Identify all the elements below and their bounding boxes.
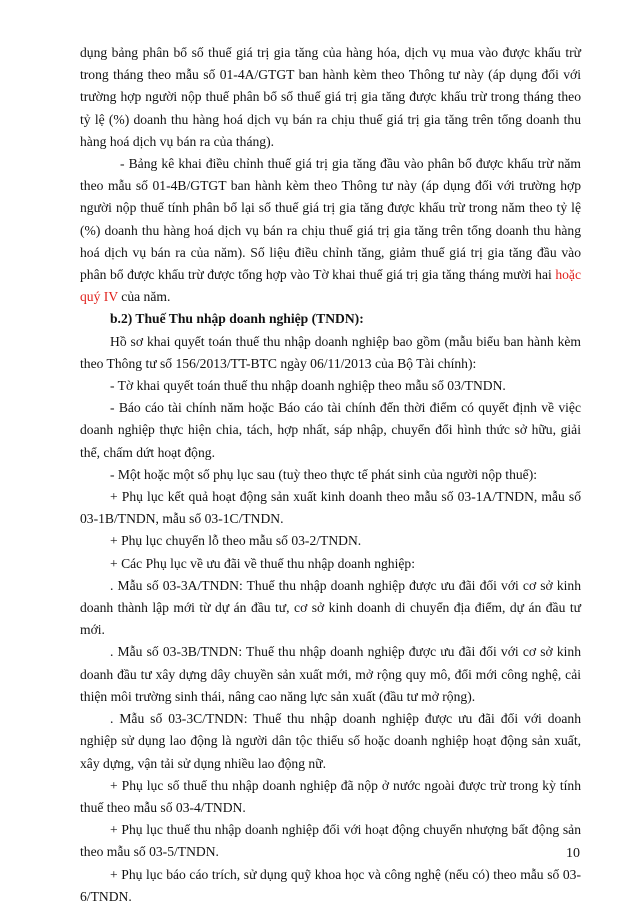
- paragraph-adjustment-text: - Bảng kê khai điều chỉnh thuế giá trị gia tăng đầu vào phân bổ được khấu trừ năm theo mẫu số 01-4B/GTGT ban hành kèm theo Thông tư này (áp dụng đối với trường hợp người nộp thuế tính phân bổ lại số thuế giá trị gia tăng được khấu trừ trong năm theo tỷ lệ (%) doanh thu hàng hoá dịch vụ bán ra chịu thuế giá trị gia tăng trên tổng doanh thu hàng hoá dịch vụ bán ra của năm). Số liệu điều chỉnh tăng, giảm thuế giá trị gia tăng đầu vào phân bổ được khấu trừ được tổng hợp vào Tờ khai thuế giá trị gia tăng tháng mười hai: [80, 156, 581, 283]
- form-item-03-3b: . Mẫu số 03-3B/TNDN: Thuế thu nhập doanh nghiệp được ưu đãi đối với cơ sở kinh doanh đầu tư xây dựng dây chuyền sản xuất mới, mở rộng quy mô, đổi mới công nghệ, cải thiện môi trường sinh thái, nâng cao năng lực sản xuất (đầu tư mở rộng).: [80, 644, 581, 704]
- paragraph-dossier-intro: Hồ sơ khai quyết toán thuế thu nhập doanh nghiệp bao gồm (mẫu biểu ban hành kèm theo Thông tư số 156/2013/TT-BTC ngày 06/11/2013 của Bộ Tài chính):: [80, 333, 581, 371]
- sub-item-foreign-tax: + Phụ lục số thuế thu nhập doanh nghiệp đã nộp ở nước ngoài được trừ trong kỳ tính thuế theo mẫu số 03-4/TNDN.: [80, 777, 581, 815]
- form-item-03-3c: . Mẫu số 03-3C/TNDN: Thuế thu nhập doanh nghiệp được ưu đãi đối với doanh nghiệp sử dụng lao động là người dân tộc thiểu số hoặc doanh nghiệp hoạt động sản xuất, xây dựng, vận tải sử dụng nhiều lao động nữ.: [80, 711, 581, 771]
- highlighted-text: hoặc quý IV: [80, 267, 581, 305]
- list-item-financial-report: - Báo cáo tài chính năm hoặc Báo cáo tài chính đến thời điểm có quyết định về việc doanh nghiệp thực hiện chia, tách, hợp nhất, sáp nhập, chuyển đổi hình thức sở hữu, giải thể, chấm dứt hoạt động.: [80, 400, 581, 460]
- paragraph-adjustment-list: [80, 153, 581, 308]
- form-item-03-3a: . Mẫu số 03-3A/TNDN: Thuế thu nhập doanh nghiệp được ưu đãi đối với cơ sở kinh doanh thành lập mới từ dự án đầu tư, cơ sở kinh doanh di chuyển địa điểm, dự án đầu tư mới.: [80, 577, 581, 638]
- sub-item-business-results: + Phụ lục kết quả hoạt động sản xuất kinh doanh theo mẫu số 03-1A/TNDN, mẫu số 03-1B/TNDN, mẫu số 03-1C/TNDN.: [80, 489, 581, 527]
- paragraph-continuation: dụng bảng phân bổ số thuế giá trị gia tăng của hàng hóa, dịch vụ mua vào được khấu trừ trong tháng theo mẫu số 01-4A/GTGT ban hành kèm theo Thông tư này (áp dụng đối với trường hợp người nộp thuế phân bổ số thuế giá trị gia tăng được khấu trừ trong tháng theo tỷ lệ (%) doanh thu hàng hoá dịch vụ bán ra chịu thuế giá trị gia tăng trên tổng doanh thu hàng hoá dịch vụ bán ra của tháng).: [80, 45, 581, 149]
- sub-item-incentives: + Các Phụ lục về ưu đãi về thuế thu nhập doanh nghiệp:: [110, 555, 415, 571]
- section-heading: b.2) Thuế Thu nhập doanh nghiệp (TNDN):: [110, 311, 364, 327]
- list-item-appendices: - Một hoặc một số phụ lục sau (tuỳ theo thực tế phát sinh của người nộp thuế):: [110, 466, 538, 482]
- sub-item-loss-transfer: + Phụ lục chuyển lỗ theo mẫu số 03-2/TNDN.: [110, 533, 362, 549]
- paragraph-adjustment-suffix: của năm.: [117, 289, 171, 305]
- document-body: [80, 42, 581, 908]
- page-number: 10: [566, 846, 580, 861]
- sub-item-real-estate: + Phụ lục thuế thu nhập doanh nghiệp đối với hoạt động chuyển nhượng bất động sản theo mẫu số 03-5/TNDN.: [80, 822, 581, 860]
- list-item-declaration: - Tờ khai quyết toán thuế thu nhập doanh nghiệp theo mẫu số 03/TNDN.: [110, 378, 506, 394]
- sub-item-science-fund: + Phụ lục báo cáo trích, sử dụng quỹ khoa học và công nghệ (nếu có) theo mẫu số 03-6/TNDN.: [80, 866, 581, 904]
